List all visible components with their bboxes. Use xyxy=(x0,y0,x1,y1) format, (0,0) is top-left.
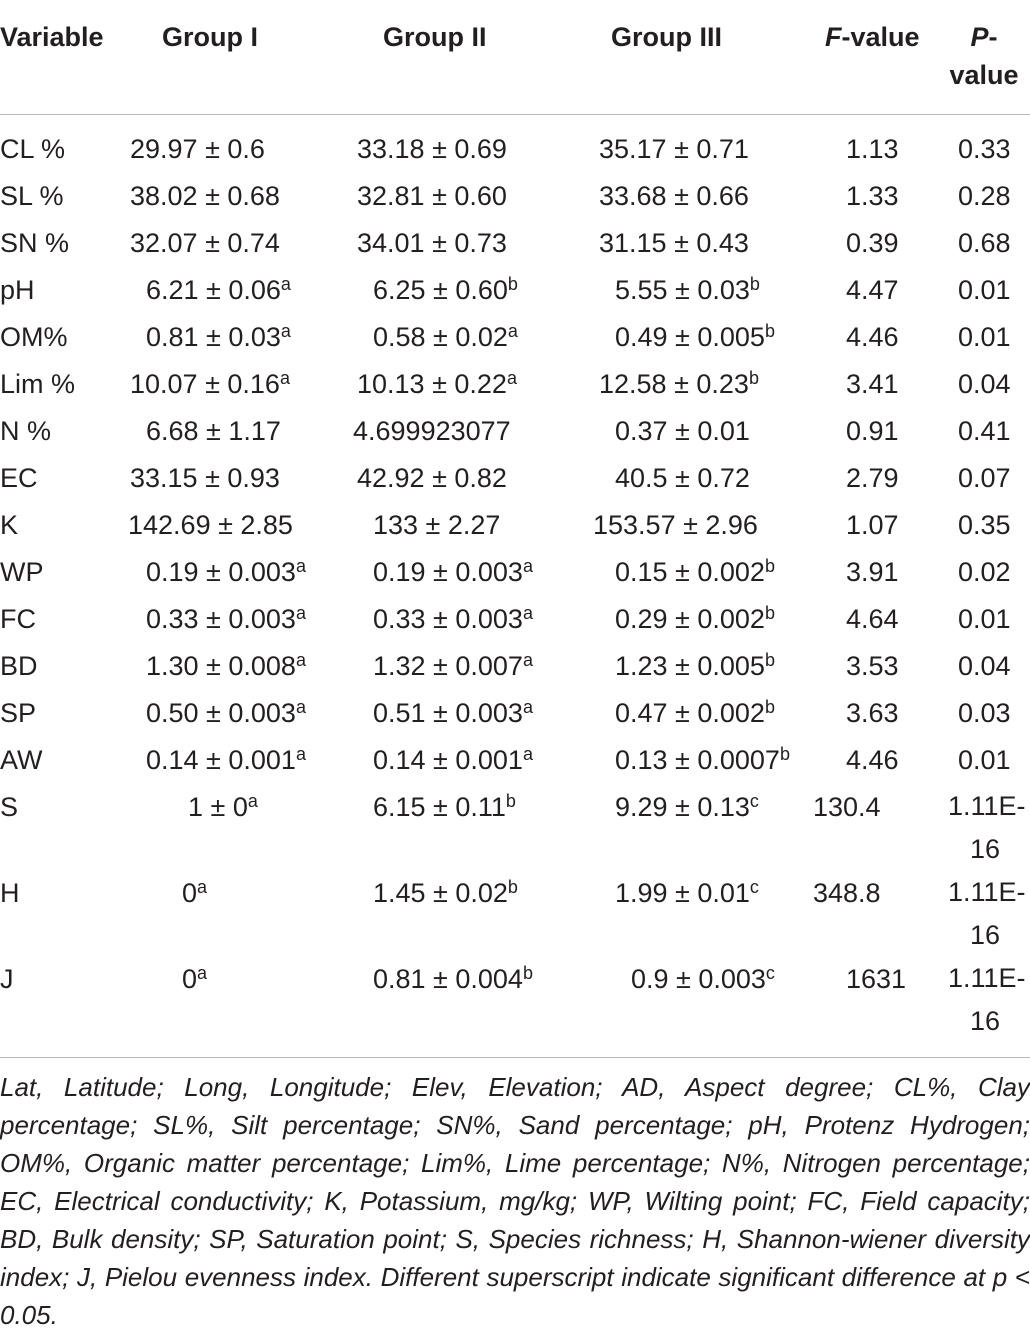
cell-f-value: 4.46 xyxy=(846,322,899,352)
cell-group-1: 38.02 ± 0.68 xyxy=(130,181,280,211)
cell-group-1: 29.97 ± 0.6 xyxy=(130,134,265,164)
table-row xyxy=(0,644,1030,691)
cell-p-value: 0.07 xyxy=(958,463,1011,493)
cell-group-2: 6.25 ± 0.60$^b$ xyxy=(373,274,518,305)
cell-p-value: 0.01 xyxy=(958,745,1011,775)
cell-group-1: 0$^a$ xyxy=(182,963,208,994)
cell-group-2: 1.45 ± 0.02$^b$ xyxy=(373,877,518,908)
cell-f-value: 3.91 xyxy=(846,557,899,587)
cell-p-value: 1.11E- 16 xyxy=(948,877,1026,950)
cell-group-3: 0.49 ± 0.005$^b$ xyxy=(615,321,775,352)
cell-variable: Lim % xyxy=(0,369,76,399)
cell-group-1: 142.69 ± 2.85 xyxy=(128,510,293,540)
cell-group-1: 0$^a$ xyxy=(182,877,208,908)
table-row xyxy=(0,268,1030,315)
cell-group-1: 33.15 ± 0.93 xyxy=(130,463,280,493)
cell-group-3: 33.68 ± 0.66 xyxy=(599,181,749,211)
table-row xyxy=(0,503,1030,550)
cell-group-3: 0.13 ± 0.0007$^b$ xyxy=(615,744,790,775)
cell-variable: AW xyxy=(0,745,43,775)
cell-variable: FC xyxy=(0,604,36,634)
cell-group-1: 6.21 ± 0.06$^a$ xyxy=(146,274,291,305)
table-row xyxy=(0,597,1030,644)
cell-group-1: 32.07 ± 0.74 xyxy=(130,228,280,258)
cell-group-1: 0.50 ± 0.003$^a$ xyxy=(146,697,306,728)
cell-group-1: 0.19 ± 0.003$^a$ xyxy=(146,556,306,587)
footnote-significance: p < 0.05. xyxy=(0,1262,1030,1330)
cell-variable: BD xyxy=(0,651,38,681)
table-row xyxy=(0,174,1030,221)
cell-p-value: 1.11E- 16 xyxy=(948,791,1026,864)
cell-variable: CL % xyxy=(0,134,66,164)
cell-group-2: 34.01 ± 0.73 xyxy=(357,228,507,258)
cell-variable: WP xyxy=(0,557,44,587)
cell-f-value: 4.64 xyxy=(846,604,899,634)
cell-p-value: 0.41 xyxy=(958,416,1011,446)
table-row xyxy=(0,691,1030,738)
cell-f-value: 4.46 xyxy=(846,745,899,775)
table-row xyxy=(0,957,1030,1043)
cell-group-1: 10.07 ± 0.16$^a$ xyxy=(130,368,290,399)
cell-group-2: 0.14 ± 0.001$^a$ xyxy=(373,744,533,775)
cell-p-value: 0.01 xyxy=(958,322,1011,352)
cell-group-3: 0.15 ± 0.002$^b$ xyxy=(615,556,775,587)
cell-p-value: 0.35 xyxy=(958,510,1011,540)
header-group-1: Group I xyxy=(128,0,353,115)
cell-group-2: 133 ± 2.27 xyxy=(373,510,501,540)
cell-group-3: 153.57 ± 2.96 xyxy=(593,510,758,540)
cell-variable: EC xyxy=(0,463,38,493)
cell-p-value: 1.11E- 16 xyxy=(948,963,1026,1036)
cell-p-value: 0.01 xyxy=(958,604,1011,634)
table-row xyxy=(0,738,1030,785)
cell-p-value: 0.28 xyxy=(958,181,1011,211)
table-header-row xyxy=(0,0,1030,115)
cell-group-2: 42.92 ± 0.82 xyxy=(357,463,507,493)
cell-group-3: 0.29 ± 0.002$^b$ xyxy=(615,603,775,634)
cell-group-3: 1.23 ± 0.005$^b$ xyxy=(615,650,775,681)
cell-p-value: 0.04 xyxy=(958,369,1011,399)
cell-group-2: 0.81 ± 0.004$^b$ xyxy=(373,963,533,994)
cell-group-3: 40.5 ± 0.72 xyxy=(615,463,750,493)
cell-variable: N % xyxy=(0,416,52,446)
cell-f-value: 2.79 xyxy=(846,463,899,493)
table-row xyxy=(0,221,1030,268)
header-p-value: P- value xyxy=(938,0,1030,115)
cell-f-value: 4.47 xyxy=(846,275,899,305)
cell-p-value: 0.33 xyxy=(958,134,1011,164)
cell-group-3: 0.47 ± 0.002$^b$ xyxy=(615,697,775,728)
header-variable: Variable xyxy=(0,0,128,115)
cell-p-value: 0.03 xyxy=(958,698,1011,728)
cell-variable: SN % xyxy=(0,228,70,258)
cell-group-2: 0.33 ± 0.003$^a$ xyxy=(373,603,533,634)
cell-group-1: $1 \pm 0^a$ xyxy=(188,791,258,822)
cell-variable: OM% xyxy=(0,322,68,352)
cell-group-1: 0.81 ± 0.03$^a$ xyxy=(146,321,291,352)
table-row xyxy=(0,362,1030,409)
cell-group-3: 0.37 ± 0.01 xyxy=(615,416,750,446)
cell-variable: H xyxy=(0,878,20,908)
cell-variable: SP xyxy=(0,698,37,728)
cell-group-1: 0.33 ± 0.003$^a$ xyxy=(146,603,306,634)
cell-group-2: 0.51 ± 0.003$^a$ xyxy=(373,697,533,728)
cell-group-3: 12.58 ± 0.23$^b$ xyxy=(599,368,759,399)
cell-p-value: 0.01 xyxy=(958,275,1011,305)
cell-group-2: 6.15 ± 0.11$^b$ xyxy=(373,791,516,822)
table-row xyxy=(0,871,1030,957)
header-f-value: F-value xyxy=(813,0,938,115)
header-group-3: Group III xyxy=(593,0,813,115)
cell-group-3: 35.17 ± 0.71 xyxy=(599,134,749,164)
cell-variable: pH xyxy=(0,275,35,305)
cell-variable: J xyxy=(0,964,14,994)
cell-variable: SL % xyxy=(0,181,64,211)
cell-f-value: 1631 xyxy=(846,964,907,994)
cell-f-value: 1.33 xyxy=(846,181,899,211)
cell-group-3: 0.9 ± 0.003$^c$ xyxy=(631,963,775,994)
table-row xyxy=(0,550,1030,597)
cell-group-1: 0.14 ± 0.001$^a$ xyxy=(146,744,306,775)
cell-f-value: 3.63 xyxy=(846,698,899,728)
cell-f-value: 0.91 xyxy=(846,416,899,446)
cell-p-value: 0.04 xyxy=(958,651,1011,681)
cell-p-value: 0.68 xyxy=(958,228,1011,258)
cell-group-3: 9.29 ± 0.13$^c$ xyxy=(615,791,759,822)
header-group-2: Group II xyxy=(353,0,593,115)
cell-group-3: 1.99 ± 0.01$^c$ xyxy=(615,877,759,908)
table-row xyxy=(0,785,1030,871)
cell-f-value: 348.8 xyxy=(813,878,881,908)
cell-f-value: 3.41 xyxy=(846,369,899,399)
cell-group-2: 33.18 ± 0.69 xyxy=(357,134,507,164)
cell-group-2: 10.13 ± 0.22$^a$ xyxy=(357,368,517,399)
cell-group-2: 0.19 ± 0.003$^a$ xyxy=(373,556,533,587)
table-row xyxy=(0,456,1030,503)
table-footnote xyxy=(0,1057,1030,1334)
cell-f-value: 130.4 xyxy=(813,792,881,822)
table-row xyxy=(0,115,1030,175)
cell-group-2: 0.58 ± 0.02$^a$ xyxy=(373,321,518,352)
cell-f-value: 3.53 xyxy=(846,651,899,681)
cell-group-3: 31.15 ± 0.43 xyxy=(599,228,749,258)
cell-group-2: 32.81 ± 0.60 xyxy=(357,181,507,211)
footnote-text: Lat, Latitude; Long, Longitude; Elev, Elevation; AD, Aspect degree; CL%, Clay percentage; SL%, Silt percentage; SN%, Sand percentage; pH, Protenz Hydrogen; OM%, Organic matter percentage; Lim%, Lime percentage; N%, Nitrogen percentage; EC, Electrical conductivity; K, Potassium, mg/kg; WP, Wilting point; FC, Field capacity; BD, Bulk density; SP, Saturation point; S, Species richness; H, Shannon-wiener diversity index; J, Pielou evenness index. Different superscript indicate significant difference at xyxy=(0,1072,1030,1292)
cell-group-1: 6.68 ± 1.17 xyxy=(146,416,281,446)
cell-group-3: 5.55 ± 0.03$^b$ xyxy=(615,274,760,305)
cell-variable: S xyxy=(0,792,19,822)
cell-f-value: 1.07 xyxy=(846,510,899,540)
cell-f-value: 1.13 xyxy=(846,134,899,164)
cell-f-value: 0.39 xyxy=(846,228,899,258)
table-row xyxy=(0,409,1030,456)
cell-group-1: 1.30 ± 0.008$^a$ xyxy=(146,650,306,681)
table-row xyxy=(0,315,1030,362)
cell-group-2: 4.699923077 xyxy=(353,416,511,446)
cell-variable: K xyxy=(0,510,19,540)
cell-group-2: 1.32 ± 0.007$^a$ xyxy=(373,650,533,681)
cell-p-value: 0.02 xyxy=(958,557,1011,587)
